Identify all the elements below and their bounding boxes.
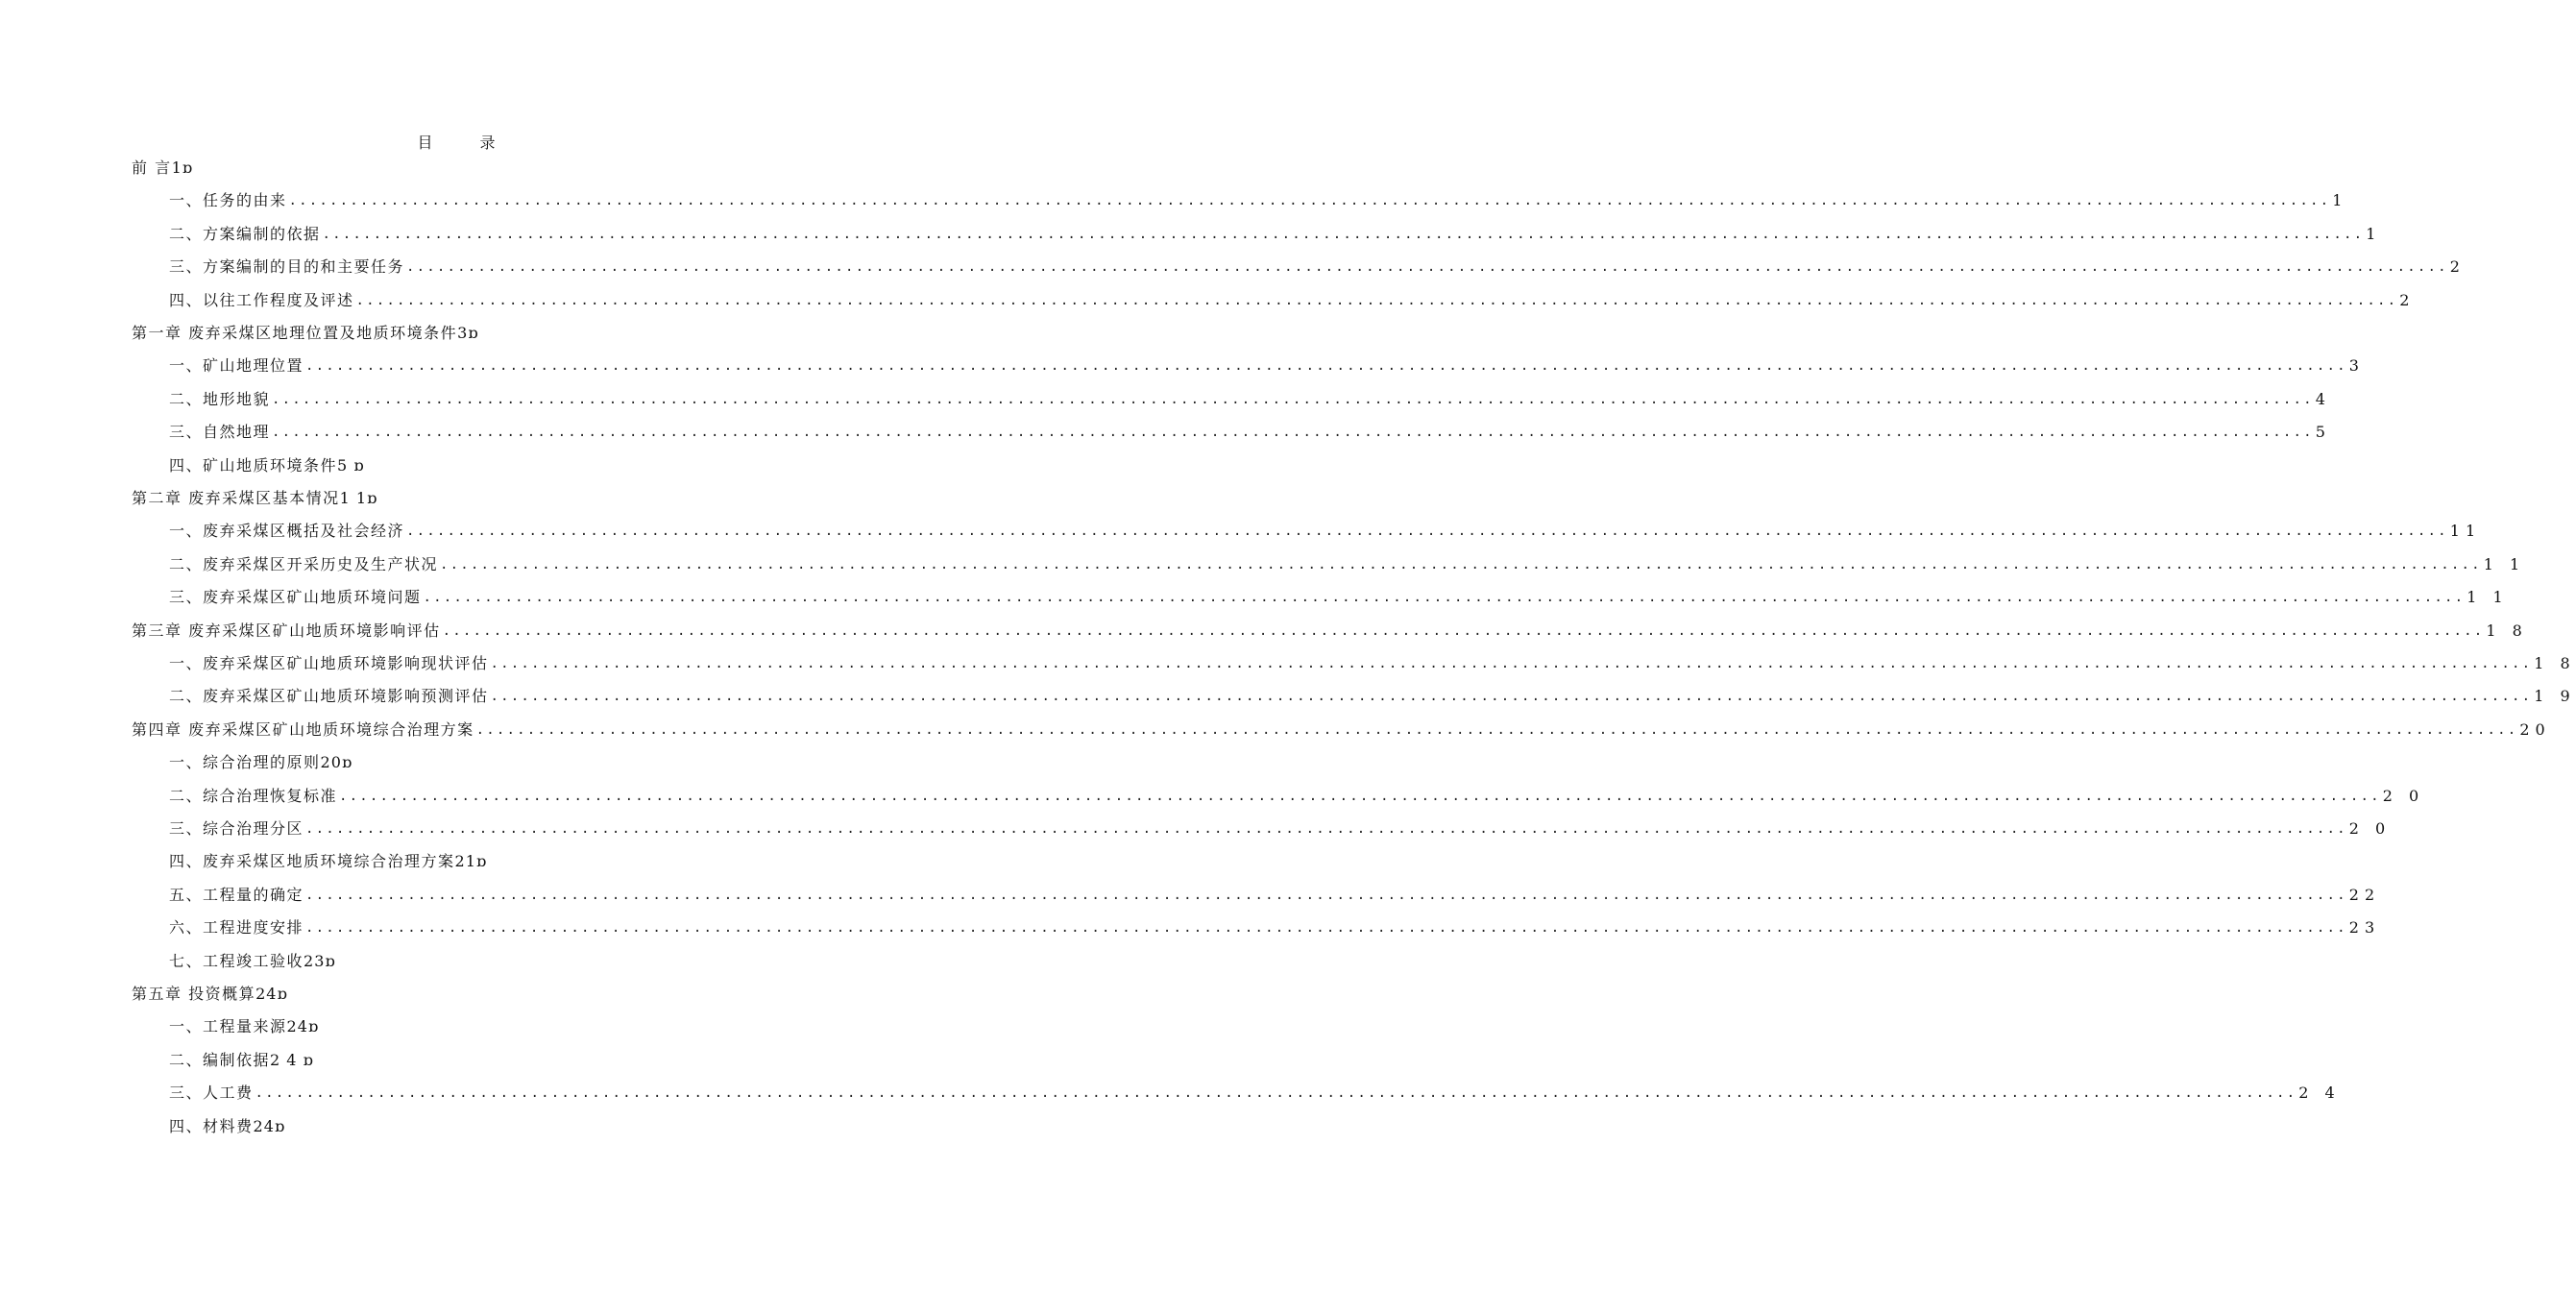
toc-entry-page: 5 ɒ [337, 455, 365, 475]
toc-entry-title: 第四章 废弃采煤区矿山地质环境综合治理方案 [132, 719, 474, 739]
toc-entry-title: 一、综合治理的原则 [169, 753, 321, 772]
toc-entry-page: 24ɒ [255, 985, 288, 1003]
toc-entry-title: 二、废弃采煤区开采历史及生产状况 [169, 554, 439, 573]
toc-entry-title: 第一章 废弃采煤区地理位置及地质环境条件 [132, 324, 458, 342]
toc-leader-dots: ........................................................................................................................................................................................................ [490, 689, 2533, 705]
toc-leader-dots: ........................................................................................................................................................................................................ [305, 887, 2347, 903]
toc-leader-dots: ........................................................................................................................................................................................................ [288, 193, 2331, 209]
toc-entry-page: 24ɒ [286, 1017, 320, 1036]
toc-entry-page: 22 [2348, 885, 2381, 904]
toc-entry-page: 1ɒ [171, 158, 194, 177]
toc-entry-title: 前 言 [132, 158, 172, 177]
toc-entry-page: 5 [2315, 423, 2331, 442]
toc-entry-title: 一、矿山地理位置 [169, 356, 304, 376]
toc-leader-dots: ........................................................................................................................................................................................................ [490, 656, 2533, 671]
toc-entry [169, 849, 804, 874]
toc-entry-page: 20ɒ [320, 753, 353, 772]
toc-entry [169, 188, 2348, 213]
toc-entry-page: 2 4 ɒ [270, 1050, 314, 1069]
toc-entry-title: 三、废弃采煤区矿山地质环境问题 [169, 588, 422, 607]
toc-entry-title: 四、材料费 [169, 1116, 254, 1135]
toc-entry-title: 五、工程量的确定 [169, 885, 304, 904]
toc-leader-dots: ........................................................................................................................................................................................................ [339, 788, 2381, 804]
toc-entry-title: 三、方案编制的目的和主要任务 [169, 257, 405, 277]
toc-entry [169, 915, 2381, 940]
toc-entry-title: 二、编制依据 [169, 1050, 271, 1069]
toc-entry-page: 24ɒ [253, 1116, 286, 1135]
toc-entry [169, 222, 2382, 247]
toc-entry [169, 1081, 2341, 1106]
toc-entry [169, 288, 2416, 313]
toc-entry-title: 第三章 废弃采煤区矿山地质环境影响评估 [132, 621, 441, 640]
toc-entry [169, 387, 2331, 412]
toc-entry-title: 二、地形地貌 [169, 389, 271, 408]
toc-leader-dots: ........................................................................................................................................................................................................ [406, 259, 2448, 276]
toc-entry-page: 2 [2449, 257, 2466, 277]
toc-entry-title: 七、工程竣工验收 [169, 951, 304, 970]
toc-entry [132, 156, 804, 181]
toc-entry-page: 21ɒ [454, 852, 488, 871]
toc-leader-dots: ........................................................................................................................................................................................................ [423, 590, 2466, 606]
toc-entry-page: 1 1 [2483, 554, 2526, 573]
toc-leader-dots: ........................................................................................................................................................................................................ [440, 556, 2482, 572]
toc-entry-page: 3ɒ [457, 324, 479, 342]
toc-entry-title: 第二章 废弃采煤区基本情况 [132, 489, 340, 507]
toc-leader-dots: ........................................................................................................................................................................................................ [272, 425, 2314, 441]
toc-entry-title: 三、自然地理 [169, 423, 271, 442]
toc-entry-page: 2 0 [2348, 819, 2392, 838]
toc-entry-page: 20 [2519, 719, 2551, 739]
toc-entry-page: 1 1 [2467, 588, 2509, 607]
toc-entry-page: 23 [2348, 918, 2381, 938]
toc-entry [169, 1114, 804, 1139]
toc-leader-dots: ........................................................................................................................................................................................................ [305, 821, 2347, 837]
toc-entry-page: 11 [2449, 522, 2482, 541]
toc-entry [132, 982, 804, 1007]
toc-leader-dots: ........................................................................................................................................................................................................ [255, 1085, 2297, 1102]
toc-leader-dots: ........................................................................................................................................................................................................ [406, 524, 2448, 540]
toc-leader-dots: ........................................................................................................................................................................................................ [355, 292, 2398, 308]
toc-entry-title: 四、以往工作程度及评述 [169, 290, 354, 309]
toc-entry [132, 486, 804, 511]
toc-leader-dots: ........................................................................................................................................................................................................ [305, 920, 2347, 937]
toc-entry-title: 四、矿山地质环境条件 [169, 455, 338, 475]
toc-entry-title: 三、人工费 [169, 1084, 254, 1103]
toc-entry-title: 一、任务的由来 [169, 191, 287, 210]
toc-entry-page: 1 [2332, 191, 2348, 210]
toc-entry [169, 353, 2365, 378]
toc-entry [169, 1048, 804, 1073]
toc-entry-title: 一、废弃采煤区矿山地质环境影响现状评估 [169, 654, 489, 672]
toc-entry [169, 519, 2482, 544]
toc-entry-page: 4 [2315, 389, 2331, 408]
toc-entry [169, 816, 2392, 841]
toc-leader-dots: ........................................................................................................................................................................................................ [475, 721, 2518, 738]
toc-entry [169, 784, 2425, 809]
toc-entry-title: 一、废弃采煤区概括及社会经济 [169, 522, 405, 541]
toc-entry-page: 2 4 [2298, 1084, 2341, 1103]
toc-entry-title: 六、工程进度安排 [169, 918, 304, 938]
toc-entry-title: 第五章 投资概算 [132, 985, 256, 1003]
toc-entry-page: 1 1ɒ [339, 489, 378, 507]
toc-entry [169, 651, 2576, 676]
toc-entry [132, 718, 2551, 743]
toc-entry [169, 420, 2331, 445]
toc-entry-page: 2 0 [2382, 786, 2425, 805]
toc-leader-dots: ........................................................................................................................................................................................................ [442, 622, 2485, 639]
toc-entry [169, 684, 2576, 709]
toc-entry [169, 255, 2466, 280]
toc-leader-dots: ........................................................................................................................................................................................................ [305, 358, 2347, 375]
toc-entry [169, 883, 2381, 908]
toc-entry [169, 552, 2526, 577]
toc-entry-title: 二、方案编制的依据 [169, 224, 321, 243]
toc-entry-title: 二、废弃采煤区矿山地质环境影响预测评估 [169, 687, 489, 706]
toc-entry-title: 四、废弃采煤区地质环境综合治理方案 [169, 852, 455, 871]
toc-entry-page: 2 [2399, 290, 2416, 309]
toc-entry [169, 949, 804, 974]
toc-entry [169, 750, 804, 775]
toc-entry [169, 1014, 804, 1039]
toc-entry [169, 453, 804, 478]
toc-entry-page: 1 [2366, 224, 2382, 243]
toc-title: 目 录 [417, 134, 517, 152]
toc-entry-page: 1 8 [2534, 654, 2576, 672]
toc-entry-page: 23ɒ [304, 951, 336, 970]
toc-entry-title: 二、综合治理恢复标准 [169, 786, 338, 805]
toc-entry-title: 三、综合治理分区 [169, 819, 304, 838]
toc-entry [132, 619, 2528, 644]
toc-entry [169, 585, 2509, 610]
toc-entry-page: 3 [2348, 356, 2365, 376]
toc-leader-dots: ........................................................................................................................................................................................................ [322, 226, 2365, 242]
toc-entry-page: 1 8 [2486, 621, 2528, 640]
toc-entry [132, 321, 804, 346]
toc-entry-title: 一、工程量来源 [169, 1017, 287, 1036]
toc-entry-page: 1 9 [2534, 687, 2576, 706]
toc-leader-dots: ........................................................................................................................................................................................................ [272, 391, 2314, 407]
